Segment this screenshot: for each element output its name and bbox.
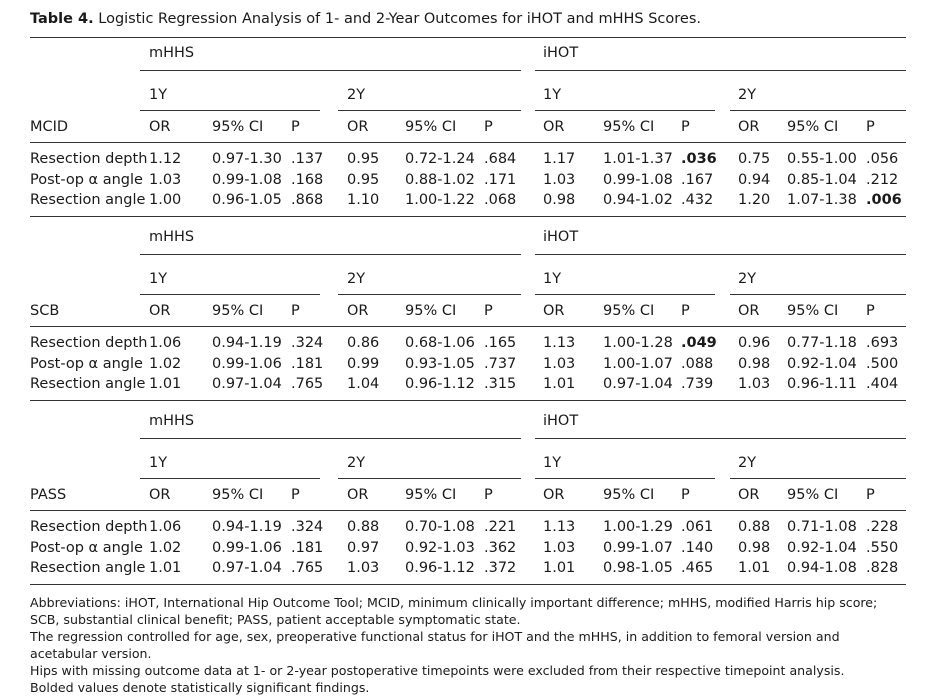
timepoint-header-2y: 2Y (347, 87, 366, 103)
timepoint-header-2y: 2Y (347, 271, 366, 287)
table-cell: .049 (681, 335, 717, 351)
row-label: Resection depth (30, 335, 148, 351)
table-cell: .212 (866, 171, 899, 188)
table-cell: .765 (291, 376, 324, 392)
timepoint-header-2y: 2Y (738, 271, 757, 287)
table-cell: .324 (291, 519, 324, 535)
table-footnotes (30, 594, 910, 696)
column-header-ci: 95% CI (405, 303, 457, 319)
table-cell: 1.03 (738, 376, 771, 392)
column-header-or: OR (543, 487, 565, 503)
column-header-or: OR (149, 119, 171, 135)
column-header-ci: 95% CI (405, 119, 457, 135)
table-cell: .684 (484, 151, 517, 167)
table-cell: 0.55-1.00 (787, 151, 857, 167)
table-cell: 0.92-1.04 (787, 355, 857, 372)
column-header-p: P (484, 487, 493, 503)
table-bottom-rule (30, 584, 906, 585)
table-cell: 1.06 (149, 519, 182, 535)
table-cell: 0.97-1.04 (212, 376, 282, 392)
table-cell: 0.96 (738, 335, 771, 351)
column-header-or: OR (543, 119, 565, 135)
table-cell: 0.94-1.19 (212, 335, 282, 351)
group-underline-ihot (535, 438, 906, 439)
column-header-p: P (866, 303, 875, 319)
table-cell: .372 (484, 560, 517, 576)
table-cell: .432 (681, 192, 714, 208)
column-header-or: OR (738, 303, 760, 319)
column-header-ci: 95% CI (603, 303, 655, 319)
group-underline-ihot (535, 254, 906, 255)
table-cell: 0.99-1.06 (212, 355, 282, 372)
table-cell: 1.01 (149, 560, 182, 576)
table-cell: 1.00-1.07 (603, 355, 673, 372)
table-cell: .068 (484, 192, 517, 208)
table-cell: .168 (291, 171, 324, 188)
table-cell: 0.88 (738, 519, 771, 535)
table-cell: 1.01 (738, 560, 771, 576)
timepoint-underline (730, 478, 906, 479)
column-header-or: OR (149, 303, 171, 319)
table-cell: .167 (681, 171, 714, 188)
column-header-ci: 95% CI (212, 119, 264, 135)
table-cell: .465 (681, 560, 714, 576)
table-cell: .739 (681, 376, 714, 392)
table-cell: 1.17 (543, 151, 576, 167)
group-underline-mhhs (140, 70, 521, 71)
group-header-ihot: iHOT (543, 45, 579, 61)
column-header-or: OR (149, 487, 171, 503)
timepoint-underline (338, 478, 521, 479)
table-cell: 1.03 (543, 539, 576, 556)
table-cell: 1.00-1.22 (405, 192, 475, 208)
table-cell: 1.02 (149, 355, 182, 372)
table-cell: 0.99-1.08 (212, 171, 282, 188)
table-cell: 0.98 (543, 192, 576, 208)
table-cell: 0.96-1.12 (405, 376, 475, 392)
table-cell: .140 (681, 539, 714, 556)
table-cell: 0.97-1.04 (603, 376, 673, 392)
table-cell: 0.99-1.07 (603, 539, 673, 556)
table-cell: 1.03 (543, 171, 576, 188)
table-cell: 0.96-1.11 (787, 376, 857, 392)
group-header-mhhs: mHHS (149, 45, 195, 61)
table-cell: 1.06 (149, 335, 182, 351)
table-cell: 0.98 (738, 355, 771, 372)
timepoint-underline (730, 294, 906, 295)
table-cell: .693 (866, 335, 899, 351)
table-cell: .036 (681, 151, 717, 167)
table-cell: .137 (291, 151, 324, 167)
column-header-p: P (866, 119, 875, 135)
footnote-bold: Bolded values denote statistically significant findings. (30, 680, 370, 695)
table-cell: .061 (681, 519, 714, 535)
table-cell: 0.94 (738, 171, 771, 188)
row-label: Resection depth (30, 151, 148, 167)
table-cell: 0.98-1.05 (603, 560, 673, 576)
outcome-label: MCID (30, 119, 69, 135)
table-cell: 1.01-1.37 (603, 151, 673, 167)
table-cell: .868 (291, 192, 324, 208)
timepoint-header-1y: 1Y (543, 271, 562, 287)
column-header-or: OR (543, 303, 565, 319)
footnote-regression: The regression controlled for age, sex, preoperative functional status for iHOT and the mHHS, in addition to femoral version and acetabular version. (30, 629, 840, 661)
table-cell: 0.94-1.02 (603, 192, 673, 208)
column-header-ci: 95% CI (405, 487, 457, 503)
timepoint-underline (535, 110, 715, 111)
timepoint-underline (535, 294, 715, 295)
column-header-p: P (866, 487, 875, 503)
table-cell: .324 (291, 335, 324, 351)
table-cell: .006 (866, 192, 902, 208)
column-header-ci: 95% CI (787, 119, 839, 135)
row-label: Resection depth (30, 519, 148, 535)
row-label: Resection angle (30, 376, 146, 392)
table-cell: 1.01 (149, 376, 182, 392)
group-header-ihot: iHOT (543, 413, 579, 429)
outcome-label: SCB (30, 303, 60, 319)
table-cell: 0.99-1.08 (603, 171, 673, 188)
caption-text: Logistic Regression Analysis of 1- and 2-Year Outcomes for iHOT and mHHS Scores. (98, 11, 701, 27)
header-rule (30, 326, 906, 327)
timepoint-header-1y: 1Y (149, 271, 168, 287)
timepoint-header-2y: 2Y (347, 455, 366, 471)
table-cell: .221 (484, 519, 517, 535)
table-cell: .228 (866, 519, 899, 535)
row-label: Post-op α angle (30, 539, 143, 556)
timepoint-underline (730, 110, 906, 111)
column-header-ci: 95% CI (787, 487, 839, 503)
group-underline-mhhs (140, 438, 521, 439)
column-header-or: OR (347, 303, 369, 319)
table-cell: 0.94-1.08 (787, 560, 857, 576)
column-header-ci: 95% CI (787, 303, 839, 319)
table-cell: 1.01 (543, 560, 576, 576)
column-header-ci: 95% CI (603, 487, 655, 503)
table-top-rule (30, 37, 906, 38)
table-cell: 0.97-1.04 (212, 560, 282, 576)
table-cell: .056 (866, 151, 899, 167)
timepoint-header-1y: 1Y (543, 455, 562, 471)
header-rule (30, 142, 906, 143)
table-cell: 1.20 (738, 192, 771, 208)
table-cell: 0.71-1.08 (787, 519, 857, 535)
column-header-p: P (681, 487, 690, 503)
table-cell: 0.95 (347, 171, 380, 188)
table-cell: .181 (291, 539, 324, 556)
column-header-or: OR (738, 119, 760, 135)
table-cell: .171 (484, 171, 517, 188)
timepoint-underline (140, 294, 320, 295)
header-rule (30, 510, 906, 511)
table-cell: .550 (866, 539, 899, 556)
table-cell: 1.03 (543, 355, 576, 372)
table-cell: .500 (866, 355, 899, 372)
table-cell: 0.85-1.04 (787, 171, 857, 188)
table-cell: 1.07-1.38 (787, 192, 857, 208)
table-cell: 0.88-1.02 (405, 171, 475, 188)
column-header-p: P (484, 119, 493, 135)
table-cell: 0.96-1.12 (405, 560, 475, 576)
table-cell: 1.13 (543, 335, 576, 351)
column-header-p: P (484, 303, 493, 319)
outcome-label: PASS (30, 487, 67, 503)
column-header-p: P (291, 303, 300, 319)
timepoint-header-2y: 2Y (738, 87, 757, 103)
table-cell: 0.93-1.05 (405, 355, 475, 372)
footnote-exclusion: Hips with missing outcome data at 1- or 2-year postoperative timepoints were excluded from their respective timepoint analysis. (30, 663, 845, 678)
table-cell: .165 (484, 335, 517, 351)
table-cell: 1.10 (347, 192, 380, 208)
group-header-mhhs: mHHS (149, 413, 195, 429)
table-cell: 1.03 (149, 171, 182, 188)
section-rule (30, 216, 906, 217)
table-cell: 0.99 (347, 355, 380, 372)
table-cell: 1.13 (543, 519, 576, 535)
table-cell: .828 (866, 560, 899, 576)
table-cell: 0.98 (738, 539, 771, 556)
caption-label: Table 4. (30, 11, 94, 27)
table-cell: 0.77-1.18 (787, 335, 857, 351)
table-cell: 1.00 (149, 192, 182, 208)
timepoint-underline (535, 478, 715, 479)
group-header-mhhs: mHHS (149, 229, 195, 245)
table-cell: .362 (484, 539, 517, 556)
table-cell: 0.99-1.06 (212, 539, 282, 556)
row-label: Resection angle (30, 192, 146, 208)
table-caption (30, 11, 701, 27)
timepoint-header-2y: 2Y (738, 455, 757, 471)
row-label: Resection angle (30, 560, 146, 576)
column-header-p: P (681, 119, 690, 135)
table-cell: 0.94-1.19 (212, 519, 282, 535)
timepoint-header-1y: 1Y (543, 87, 562, 103)
table-cell: 0.96-1.05 (212, 192, 282, 208)
table-cell: 1.00-1.28 (603, 335, 673, 351)
group-underline-mhhs (140, 254, 521, 255)
column-header-p: P (681, 303, 690, 319)
column-header-ci: 95% CI (212, 303, 264, 319)
group-underline-ihot (535, 70, 906, 71)
row-label: Post-op α angle (30, 355, 143, 372)
table-cell: .088 (681, 355, 714, 372)
column-header-or: OR (347, 119, 369, 135)
column-header-or: OR (738, 487, 760, 503)
footnote-abbreviations: Abbreviations: iHOT, International Hip Outcome Tool; MCID, minimum clinically important difference; mHHS, modified Harris hip score; SCB, substantial clinical benefit; PASS, patient acceptable symptomatic state. (30, 595, 878, 627)
table-cell: .315 (484, 376, 517, 392)
table-cell: 1.00-1.29 (603, 519, 673, 535)
timepoint-underline (338, 110, 521, 111)
table-cell: 0.72-1.24 (405, 151, 475, 167)
table-cell: 0.95 (347, 151, 380, 167)
timepoint-underline (140, 478, 320, 479)
table-cell: 0.97 (347, 539, 380, 556)
column-header-p: P (291, 487, 300, 503)
table-cell: 1.02 (149, 539, 182, 556)
table-cell: .404 (866, 376, 899, 392)
table-cell: 0.92-1.03 (405, 539, 475, 556)
table-cell: .765 (291, 560, 324, 576)
section-rule (30, 400, 906, 401)
timepoint-underline (338, 294, 521, 295)
table-cell: 1.03 (347, 560, 380, 576)
table-cell: 1.01 (543, 376, 576, 392)
timepoint-underline (140, 110, 320, 111)
table-cell: 0.75 (738, 151, 771, 167)
table-cell: .181 (291, 355, 324, 372)
row-label: Post-op α angle (30, 171, 143, 188)
table-cell: 0.68-1.06 (405, 335, 475, 351)
table-cell: 1.04 (347, 376, 380, 392)
table-cell: 0.70-1.08 (405, 519, 475, 535)
table-cell: 0.92-1.04 (787, 539, 857, 556)
timepoint-header-1y: 1Y (149, 87, 168, 103)
table-cell: .737 (484, 355, 517, 372)
group-header-ihot: iHOT (543, 229, 579, 245)
table-cell: 0.97-1.30 (212, 151, 282, 167)
timepoint-header-1y: 1Y (149, 455, 168, 471)
table-cell: 0.86 (347, 335, 380, 351)
column-header-or: OR (347, 487, 369, 503)
column-header-ci: 95% CI (603, 119, 655, 135)
table-cell: 0.88 (347, 519, 380, 535)
column-header-ci: 95% CI (212, 487, 264, 503)
column-header-p: P (291, 119, 300, 135)
table-cell: 1.12 (149, 151, 182, 167)
